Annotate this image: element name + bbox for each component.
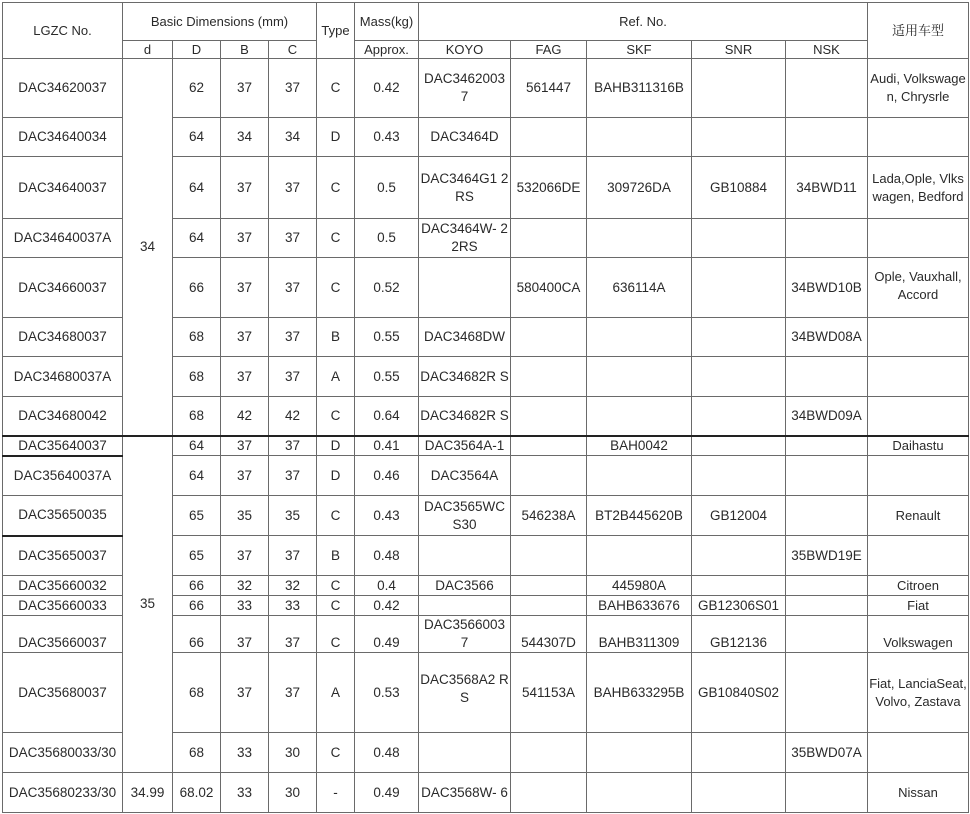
header-lgzc-no: LGZC No. — [3, 3, 123, 59]
koyo-ref: DAC3566003 7 — [419, 616, 511, 653]
part-number: DAC35680233/30 — [3, 773, 123, 813]
width-c: 30 — [269, 733, 317, 773]
mass-value: 0.53 — [355, 653, 419, 733]
koyo-ref — [419, 536, 511, 576]
snr-ref — [692, 456, 786, 496]
fag-ref — [511, 733, 587, 773]
header-snr: SNR — [692, 41, 786, 59]
width-b: 34 — [221, 118, 269, 157]
mass-value: 0.64 — [355, 397, 419, 436]
bearing-type: A — [317, 653, 355, 733]
header-koyo: KOYO — [419, 41, 511, 59]
width-c: 37 — [269, 456, 317, 496]
skf-ref: 445980A — [587, 576, 692, 596]
snr-ref — [692, 576, 786, 596]
skf-ref — [587, 733, 692, 773]
header-type: Type — [317, 3, 355, 59]
skf-ref: BAHB311316B — [587, 59, 692, 118]
koyo-ref: DAC3568W- 6 — [419, 773, 511, 813]
nsk-ref: 35BWD19E — [786, 536, 868, 576]
header-vehicle-models: 适用车型 — [868, 3, 969, 59]
fag-ref — [511, 596, 587, 616]
skf-ref: BAHB311309 — [587, 616, 692, 653]
outer-diameter: 66 — [173, 258, 221, 318]
vehicle-applications — [868, 536, 969, 576]
part-number: DAC34660037 — [3, 258, 123, 318]
header-skf: SKF — [587, 41, 692, 59]
mass-value: 0.5 — [355, 219, 419, 258]
mass-value: 0.42 — [355, 596, 419, 616]
width-c: 34 — [269, 118, 317, 157]
outer-diameter: 64 — [173, 118, 221, 157]
bearing-type: C — [317, 157, 355, 219]
part-number: DAC35680037 — [3, 653, 123, 733]
mass-value: 0.55 — [355, 318, 419, 357]
snr-ref — [692, 773, 786, 813]
nsk-ref — [786, 357, 868, 397]
width-b: 37 — [221, 318, 269, 357]
width-c: 37 — [269, 59, 317, 118]
outer-diameter: 66 — [173, 596, 221, 616]
width-c: 33 — [269, 596, 317, 616]
width-b: 37 — [221, 536, 269, 576]
table-row — [3, 773, 969, 813]
part-number: DAC34640037 — [3, 157, 123, 219]
nsk-ref — [786, 596, 868, 616]
bearing-type: A — [317, 357, 355, 397]
mass-value: 0.48 — [355, 733, 419, 773]
header-basic-dimensions: Basic Dimensions (mm) — [123, 3, 317, 41]
koyo-ref: DAC3462003 7 — [419, 59, 511, 118]
part-number: DAC35650035 — [3, 496, 123, 536]
table-row — [3, 59, 969, 118]
outer-diameter: 64 — [173, 157, 221, 219]
width-b: 37 — [221, 258, 269, 318]
nsk-ref: 34BWD10B — [786, 258, 868, 318]
part-number: DAC35640037A — [3, 456, 123, 496]
header-ref-no: Ref. No. — [419, 3, 868, 41]
fag-ref: 580400CA — [511, 258, 587, 318]
koyo-ref: DAC3564A-1 — [419, 436, 511, 456]
vehicle-applications — [868, 357, 969, 397]
mass-value: 0.5 — [355, 157, 419, 219]
width-b: 37 — [221, 219, 269, 258]
width-b: 42 — [221, 397, 269, 436]
outer-diameter: 64 — [173, 219, 221, 258]
bore-diameter-group-34: 34 — [123, 59, 173, 436]
part-number: DAC35660032 — [3, 576, 123, 596]
bearing-type: C — [317, 258, 355, 318]
fag-ref — [511, 436, 587, 456]
fag-ref — [511, 397, 587, 436]
part-number: DAC35650037 — [3, 536, 123, 576]
fag-ref: 546238A — [511, 496, 587, 536]
skf-ref — [587, 536, 692, 576]
outer-diameter: 65 — [173, 536, 221, 576]
snr-ref — [692, 118, 786, 157]
part-number: DAC34680037 — [3, 318, 123, 357]
width-c: 37 — [269, 258, 317, 318]
nsk-ref — [786, 576, 868, 596]
bearing-type: B — [317, 536, 355, 576]
skf-ref — [587, 219, 692, 258]
bearing-type: C — [317, 576, 355, 596]
width-b: 37 — [221, 59, 269, 118]
outer-diameter: 62 — [173, 59, 221, 118]
width-c: 35 — [269, 496, 317, 536]
mass-value: 0.42 — [355, 59, 419, 118]
mass-value: 0.43 — [355, 496, 419, 536]
bearing-type: C — [317, 59, 355, 118]
nsk-ref — [786, 616, 868, 653]
width-b: 37 — [221, 456, 269, 496]
header-nsk: NSK — [786, 41, 868, 59]
skf-ref: 636114A — [587, 258, 692, 318]
nsk-ref: 34BWD09A — [786, 397, 868, 436]
snr-ref — [692, 318, 786, 357]
part-number: DAC35680033/30 — [3, 733, 123, 773]
koyo-ref: DAC3468DW — [419, 318, 511, 357]
fag-ref: 541153A — [511, 653, 587, 733]
outer-diameter: 66 — [173, 576, 221, 596]
snr-ref: GB10840S02 — [692, 653, 786, 733]
skf-ref — [587, 318, 692, 357]
width-b: 35 — [221, 496, 269, 536]
vehicle-applications — [868, 219, 969, 258]
nsk-ref: 34BWD11 — [786, 157, 868, 219]
width-b: 33 — [221, 773, 269, 813]
part-number: DAC35660037 — [3, 616, 123, 653]
width-b: 37 — [221, 357, 269, 397]
bearing-type: - — [317, 773, 355, 813]
bearing-type: C — [317, 596, 355, 616]
width-c: 37 — [269, 616, 317, 653]
mass-value: 0.43 — [355, 118, 419, 157]
outer-diameter: 64 — [173, 456, 221, 496]
nsk-ref — [786, 219, 868, 258]
fag-ref — [511, 456, 587, 496]
bearing-type: C — [317, 733, 355, 773]
width-c: 37 — [269, 436, 317, 456]
width-c: 30 — [269, 773, 317, 813]
skf-ref — [587, 357, 692, 397]
skf-ref — [587, 456, 692, 496]
snr-ref: GB12306S01 — [692, 596, 786, 616]
mass-value: 0.46 — [355, 456, 419, 496]
skf-ref — [587, 397, 692, 436]
header-b: B — [221, 41, 269, 59]
bore-diameter: 34.99 — [123, 773, 173, 813]
part-number: DAC35660033 — [3, 596, 123, 616]
mass-value: 0.49 — [355, 616, 419, 653]
koyo-ref — [419, 733, 511, 773]
part-number: DAC34680037A — [3, 357, 123, 397]
vehicle-applications — [868, 456, 969, 496]
nsk-ref: 34BWD08A — [786, 318, 868, 357]
vehicle-applications: Renault — [868, 496, 969, 536]
vehicle-applications: Fiat, LanciaSeat, Volvo, Zastava — [868, 653, 969, 733]
skf-ref: BT2B445620B — [587, 496, 692, 536]
width-c: 37 — [269, 357, 317, 397]
snr-ref: GB12136 — [692, 616, 786, 653]
header-row-2 — [3, 41, 969, 59]
width-c: 32 — [269, 576, 317, 596]
vehicle-applications: Lada,Ople, Vlkswagen, Bedford — [868, 157, 969, 219]
fag-ref — [511, 219, 587, 258]
vehicle-applications — [868, 118, 969, 157]
vehicle-applications: Nissan — [868, 773, 969, 813]
outer-diameter: 68 — [173, 318, 221, 357]
snr-ref — [692, 357, 786, 397]
snr-ref — [692, 397, 786, 436]
outer-diameter: 68 — [173, 397, 221, 436]
part-number: DAC34640037A — [3, 219, 123, 258]
koyo-ref: DAC3566 — [419, 576, 511, 596]
width-b: 37 — [221, 653, 269, 733]
snr-ref — [692, 219, 786, 258]
fag-ref: 561447 — [511, 59, 587, 118]
nsk-ref — [786, 436, 868, 456]
fag-ref — [511, 773, 587, 813]
nsk-ref: 35BWD07A — [786, 733, 868, 773]
mass-value: 0.48 — [355, 536, 419, 576]
header-row-1 — [3, 3, 969, 41]
fag-ref — [511, 118, 587, 157]
skf-ref: BAHB633676 — [587, 596, 692, 616]
bearing-type: B — [317, 318, 355, 357]
vehicle-applications: Volkswagen — [868, 616, 969, 653]
bearing-type: C — [317, 496, 355, 536]
vehicle-applications — [868, 318, 969, 357]
header-mass: Mass(kg) — [355, 3, 419, 41]
fag-ref: 544307D — [511, 616, 587, 653]
skf-ref — [587, 118, 692, 157]
snr-ref — [692, 59, 786, 118]
koyo-ref: DAC3564A — [419, 456, 511, 496]
width-b: 37 — [221, 157, 269, 219]
outer-diameter: 68 — [173, 653, 221, 733]
header-fag: FAG — [511, 41, 587, 59]
bearing-type: C — [317, 397, 355, 436]
header-c: C — [269, 41, 317, 59]
outer-diameter: 68.02 — [173, 773, 221, 813]
fag-ref: 532066DE — [511, 157, 587, 219]
part-number: DAC34640034 — [3, 118, 123, 157]
nsk-ref — [786, 118, 868, 157]
width-c: 37 — [269, 219, 317, 258]
part-number: DAC35640037 — [3, 436, 123, 456]
vehicle-applications — [868, 733, 969, 773]
header-d-large: D — [173, 41, 221, 59]
width-c: 37 — [269, 318, 317, 357]
fag-ref — [511, 576, 587, 596]
vehicle-applications: Fiat — [868, 596, 969, 616]
outer-diameter: 68 — [173, 357, 221, 397]
header-approx: Approx. — [355, 41, 419, 59]
koyo-ref — [419, 258, 511, 318]
vehicle-applications: Audi, Volkswagen, Chrysrle — [868, 59, 969, 118]
bearing-spec-table — [2, 2, 969, 813]
koyo-ref: DAC3464G1 2RS — [419, 157, 511, 219]
mass-value: 0.41 — [355, 436, 419, 456]
nsk-ref — [786, 496, 868, 536]
bearing-type: D — [317, 118, 355, 157]
vehicle-applications — [868, 397, 969, 436]
koyo-ref — [419, 596, 511, 616]
koyo-ref: DAC34682R S — [419, 397, 511, 436]
mass-value: 0.52 — [355, 258, 419, 318]
nsk-ref — [786, 59, 868, 118]
table-row — [3, 436, 969, 456]
mass-value: 0.4 — [355, 576, 419, 596]
width-c: 37 — [269, 157, 317, 219]
part-number: DAC34620037 — [3, 59, 123, 118]
nsk-ref — [786, 653, 868, 733]
snr-ref: GB12004 — [692, 496, 786, 536]
koyo-ref: DAC3565WC S30 — [419, 496, 511, 536]
skf-ref — [587, 773, 692, 813]
nsk-ref — [786, 773, 868, 813]
snr-ref — [692, 436, 786, 456]
vehicle-applications: Ople, Vauxhall, Accord — [868, 258, 969, 318]
bearing-type: C — [317, 616, 355, 653]
fag-ref — [511, 318, 587, 357]
header-d-small: d — [123, 41, 173, 59]
nsk-ref — [786, 456, 868, 496]
snr-ref — [692, 733, 786, 773]
vehicle-applications: Citroen — [868, 576, 969, 596]
outer-diameter: 64 — [173, 436, 221, 456]
snr-ref — [692, 536, 786, 576]
vehicle-applications: Daihastu — [868, 436, 969, 456]
width-b: 33 — [221, 733, 269, 773]
width-b: 37 — [221, 616, 269, 653]
skf-ref: BAHB633295B — [587, 653, 692, 733]
skf-ref: BAH0042 — [587, 436, 692, 456]
koyo-ref: DAC3568A2 RS — [419, 653, 511, 733]
bearing-type: D — [317, 456, 355, 496]
fag-ref — [511, 357, 587, 397]
width-c: 37 — [269, 536, 317, 576]
mass-value: 0.55 — [355, 357, 419, 397]
koyo-ref: DAC3464W- 22RS — [419, 219, 511, 258]
outer-diameter: 68 — [173, 733, 221, 773]
width-b: 33 — [221, 596, 269, 616]
part-number: DAC34680042 — [3, 397, 123, 436]
bearing-type: C — [317, 219, 355, 258]
width-b: 32 — [221, 576, 269, 596]
skf-ref: 309726DA — [587, 157, 692, 219]
snr-ref: GB10884 — [692, 157, 786, 219]
bearing-type: D — [317, 436, 355, 456]
width-b: 37 — [221, 436, 269, 456]
snr-ref — [692, 258, 786, 318]
width-c: 37 — [269, 653, 317, 733]
mass-value: 0.49 — [355, 773, 419, 813]
outer-diameter: 65 — [173, 496, 221, 536]
fag-ref — [511, 536, 587, 576]
koyo-ref: DAC34682R S — [419, 357, 511, 397]
koyo-ref: DAC3464D — [419, 118, 511, 157]
width-c: 42 — [269, 397, 317, 436]
outer-diameter: 66 — [173, 616, 221, 653]
bore-diameter-group-35: 35 — [123, 436, 173, 773]
